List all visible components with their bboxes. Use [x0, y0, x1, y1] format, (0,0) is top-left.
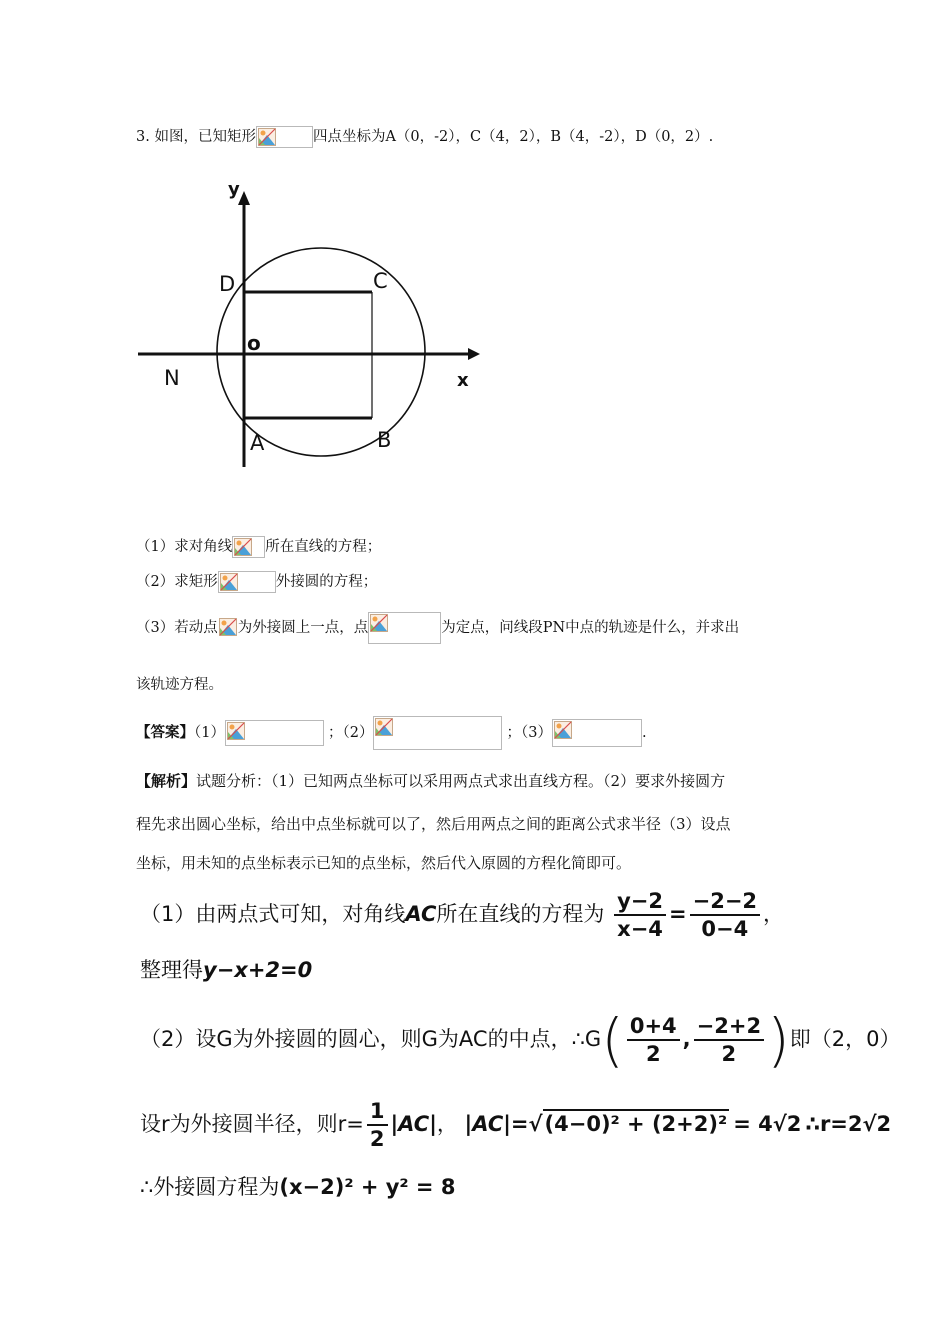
solution-step-4	[140, 1172, 455, 1202]
intro-prefix: 3. 如图，已知矩形	[136, 129, 256, 145]
broken-image-icon	[232, 536, 265, 558]
s2-tail: 即（2，0）	[789, 1027, 901, 1051]
s1-line2-text: 整理得	[140, 958, 203, 982]
solution-step-3	[140, 1098, 891, 1152]
s3-tail: ∴r=2√2	[805, 1112, 892, 1136]
broken-image-icon	[218, 617, 238, 639]
s2-f2-num: −2+2	[694, 1013, 764, 1041]
s2-fraction-1	[627, 1013, 680, 1067]
q3-suffix: 为定点，问线段PN中点的轨迹是什么，并求出	[441, 620, 740, 636]
answer-end: .	[641, 725, 647, 741]
question-1	[136, 536, 381, 558]
label-A: A	[250, 431, 265, 455]
q1-suffix: 所在直线的方程；	[265, 539, 382, 555]
s3-eq: =	[510, 1112, 529, 1136]
label-B: B	[377, 428, 392, 452]
s2-fraction-2	[694, 1013, 764, 1067]
label-N: N	[164, 366, 180, 390]
q3-mid: 为外接圆上一点，点	[237, 620, 369, 636]
x-axis-arrow	[468, 348, 480, 360]
s2-text: （2）设G为外接圆的圆心，则G为AC的中点，∴G	[140, 1027, 602, 1051]
s3-abs-ac: |AC|	[390, 1112, 437, 1136]
s2-f2-den: 2	[721, 1042, 737, 1066]
q2-prefix: （2）求矩形	[136, 574, 218, 590]
s1-comma: ，	[763, 902, 785, 926]
q2-suffix: 外接圆的方程；	[275, 574, 378, 590]
q3-prefix: （3）若动点	[136, 620, 218, 636]
broken-image-icon	[552, 719, 642, 747]
question-3	[136, 612, 739, 644]
rectangle-circle-figure	[130, 175, 490, 475]
s1-fraction-2	[690, 888, 760, 942]
label-C: C	[373, 269, 388, 293]
question-3-line2: 该轨迹方程。	[136, 677, 223, 693]
s1-frac2-num: −2−2	[690, 888, 760, 916]
s3-result: = 4√2	[733, 1112, 802, 1136]
answer-sep1: ；	[327, 725, 343, 741]
s3-half-num: 1	[367, 1098, 388, 1126]
s3-sqrt-inner: (4−0)² + (2+2)²	[543, 1109, 730, 1137]
broken-image-icon	[368, 612, 441, 644]
broken-image-icon	[218, 571, 276, 593]
s2-f1-den: 2	[645, 1042, 661, 1066]
label-x: x	[457, 370, 469, 391]
q1-prefix: （1）求对角线	[136, 539, 233, 555]
label-y: y	[228, 179, 240, 200]
s1-ac: AC	[405, 902, 437, 926]
s3-abs-ac2: |AC|	[464, 1112, 511, 1136]
s3-comma: ，	[436, 1112, 458, 1136]
broken-image-icon	[256, 126, 313, 148]
left-paren-icon: (	[601, 1006, 624, 1074]
label-origin: o	[247, 331, 261, 355]
answer-p2: （2）	[342, 725, 374, 741]
solution-step-1-line2	[140, 955, 312, 985]
sqrt-icon: √	[528, 1112, 543, 1136]
right-paren-icon: )	[767, 1006, 790, 1074]
answer-p1: （1）	[194, 725, 225, 741]
s3-text: 设r为外接圆半径，则r=	[140, 1112, 364, 1136]
analysis-label: 【解析】	[136, 772, 197, 790]
s1-fraction-1	[614, 888, 666, 942]
analysis-line-2: 程先求出圆心坐标，给出中点坐标就可以了，然后用两点之间的距离公式求半径（3）设点	[136, 815, 731, 833]
question-2	[136, 571, 377, 593]
label-D: D	[219, 272, 236, 296]
s1-eq: =	[669, 902, 687, 926]
s3-half-fraction	[367, 1098, 388, 1152]
s1-frac1-den: x−4	[617, 917, 663, 941]
s1-frac2-den: 0−4	[701, 917, 749, 941]
broken-image-icon	[225, 720, 324, 746]
s1-text: （1）由两点式可知，对角线	[140, 902, 406, 926]
s1-line2-math: y−x+2=0	[203, 958, 313, 982]
s2-comma: ,	[682, 1027, 691, 1051]
broken-image-icon	[373, 716, 502, 750]
s1-text2: 所在直线的方程为	[436, 902, 605, 926]
s2-f1-num: 0+4	[627, 1013, 680, 1041]
problem-intro	[136, 126, 713, 148]
solution-step-1	[140, 888, 784, 942]
answer-sep2: ；	[506, 725, 521, 741]
analysis-line-1	[136, 771, 725, 791]
s4-math: (x−2)² + y² = 8	[279, 1175, 456, 1199]
s4-text: ∴外接圆方程为	[140, 1175, 280, 1199]
y-axis-arrow	[238, 191, 250, 205]
s1-frac1-num: y−2	[614, 888, 666, 916]
analysis-line-3: 坐标，用未知的点坐标表示已知的点坐标，然后代入原圆的方程化简即可。	[136, 854, 632, 872]
answer-label: 【答案】	[136, 724, 194, 741]
intro-suffix: 四点坐标为A（0，-2），C（4，2），B（4，-2），D（0，2）.	[312, 129, 714, 145]
solution-step-2	[140, 1006, 901, 1074]
analysis-text-1: 试题分析：（1）已知两点坐标可以采用两点式求出直线方程。（2）要求外接圆方	[196, 772, 726, 790]
answer-p3: （3）	[520, 725, 552, 741]
answer-line	[136, 716, 647, 750]
s3-half-den: 2	[369, 1127, 385, 1151]
